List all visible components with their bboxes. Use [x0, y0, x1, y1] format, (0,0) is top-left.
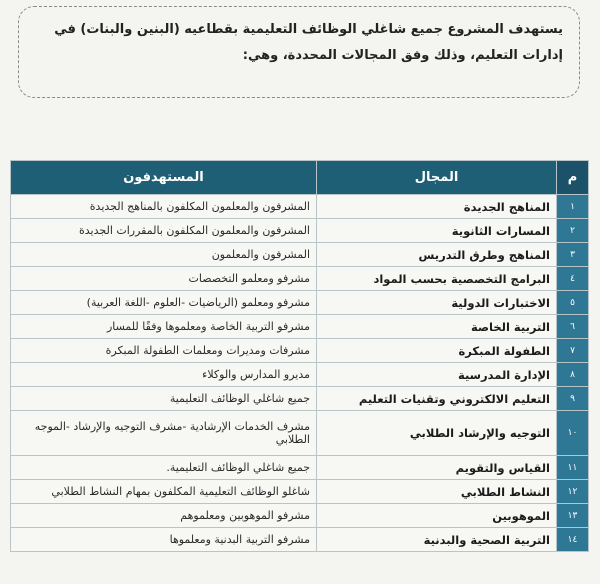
row-field: النشاط الطلابي: [317, 480, 557, 504]
row-target: مشرفو الموهوبين ومعلموهم: [11, 504, 317, 528]
row-field: المناهج وطرق التدريس: [317, 243, 557, 267]
table-row: [11, 387, 589, 411]
row-number: ٥: [557, 291, 589, 315]
row-target: المشرفون والمعلمون المكلفون بالمقررات الجديدة: [11, 219, 317, 243]
row-target: جميع شاغلي الوظائف التعليمية: [11, 387, 317, 411]
programs-table-container: [10, 160, 588, 552]
row-target: مشرف الخدمات الإرشادية -مشرف التوجيه والإرشاد -الموجه الطلابي: [11, 411, 317, 456]
row-number: ٤: [557, 267, 589, 291]
table-row: [11, 315, 589, 339]
header-number: م: [557, 161, 589, 195]
table-row: [11, 267, 589, 291]
row-target: مشرفو ومعلمو التخصصات: [11, 267, 317, 291]
row-number: ١٣: [557, 504, 589, 528]
row-field: الاختبارات الدولية: [317, 291, 557, 315]
row-field: الإدارة المدرسية: [317, 363, 557, 387]
row-target: مشرفات ومديرات ومعلمات الطفولة المبكرة: [11, 339, 317, 363]
row-target: جميع شاغلي الوظائف التعليمية.: [11, 456, 317, 480]
intro-text: يستهدف المشروع جميع شاغلي الوظائف التعليمية بقطاعيه (البنين والبنات) في إدارات التعليم، وذلك وفق المجالات المحددة، وهي:: [54, 22, 563, 63]
row-number: ٨: [557, 363, 589, 387]
table-body: [11, 195, 589, 552]
table-row: [11, 195, 589, 219]
table-row: [11, 411, 589, 456]
row-target: مديرو المدارس والوكلاء: [11, 363, 317, 387]
row-field: المناهج الجديدة: [317, 195, 557, 219]
row-target: مشرفو التربية البدنية ومعلموها: [11, 528, 317, 552]
row-field: التربية الخاصة: [317, 315, 557, 339]
table-row: [11, 480, 589, 504]
row-number: ٧: [557, 339, 589, 363]
row-field: الموهوبين: [317, 504, 557, 528]
row-number: ١٠: [557, 411, 589, 456]
table-header: [11, 161, 589, 195]
row-number: ١٤: [557, 528, 589, 552]
intro-box: [18, 6, 580, 98]
row-number: ١: [557, 195, 589, 219]
row-target: المشرفون والمعلمون: [11, 243, 317, 267]
row-field: المسارات الثانوية: [317, 219, 557, 243]
row-number: ٦: [557, 315, 589, 339]
table-row: [11, 363, 589, 387]
table-row: [11, 504, 589, 528]
row-target: مشرفو ومعلمو (الرياضيات -العلوم -اللغة العربية): [11, 291, 317, 315]
table-row: [11, 456, 589, 480]
row-number: ٩: [557, 387, 589, 411]
row-field: القياس والتقويم: [317, 456, 557, 480]
row-target: المشرفون والمعلمون المكلفون بالمناهج الجديدة: [11, 195, 317, 219]
row-number: ١٢: [557, 480, 589, 504]
row-target: شاغلو الوظائف التعليمية المكلفون بمهام النشاط الطلابي: [11, 480, 317, 504]
table-row: [11, 291, 589, 315]
row-number: ٢: [557, 219, 589, 243]
row-field: البرامج التخصصية بحسب المواد: [317, 267, 557, 291]
row-field: الطفولة المبكرة: [317, 339, 557, 363]
row-field: التربية الصحية والبدنية: [317, 528, 557, 552]
table-row: [11, 528, 589, 552]
row-number: ٣: [557, 243, 589, 267]
row-number: ١١: [557, 456, 589, 480]
row-field: التعليم الالكتروني وتقنيات التعليم: [317, 387, 557, 411]
header-target: المستهدفون: [11, 161, 317, 195]
table-row: [11, 339, 589, 363]
row-field: التوجيه والإرشاد الطلابي: [317, 411, 557, 456]
header-field: المجال: [317, 161, 557, 195]
programs-table: [10, 160, 589, 552]
table-row: [11, 219, 589, 243]
table-row: [11, 243, 589, 267]
row-target: مشرفو التربية الخاصة ومعلموها وفقًا للمسار: [11, 315, 317, 339]
